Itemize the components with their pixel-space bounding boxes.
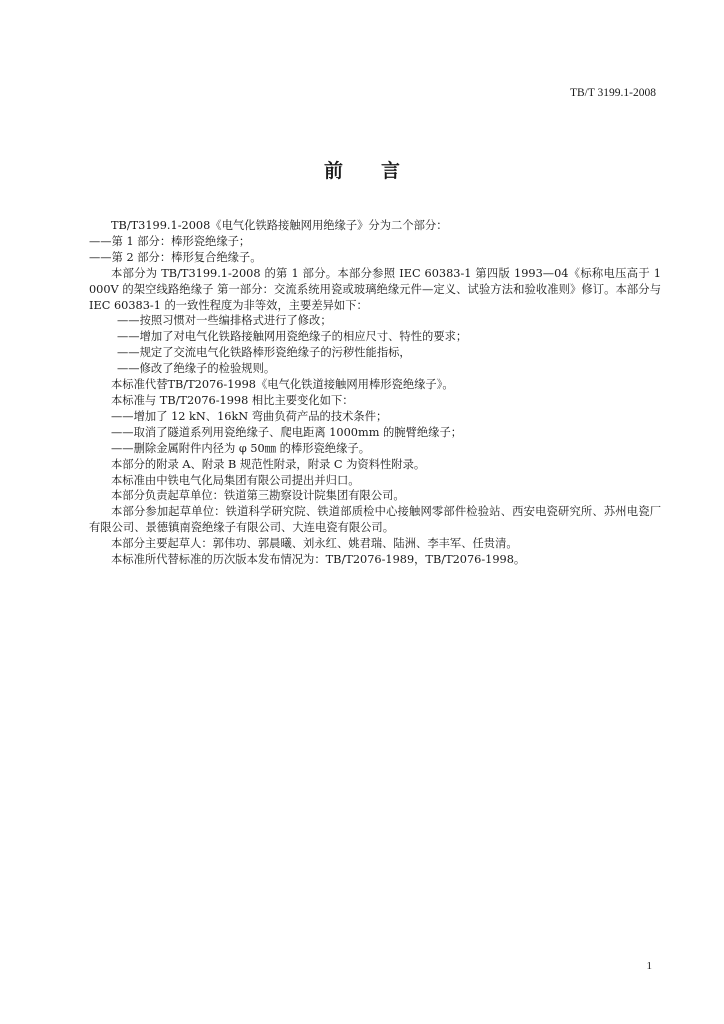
- page-title: 前言: [323, 160, 438, 182]
- paragraph: 本部分负责起草单位：铁道第三勘察设计院集团有限公司。: [111, 489, 405, 503]
- paragraph: 本部分参加起草单位：铁道科学研究院、铁道部质检中心接触网零部件检验站、西安电瓷研究所、苏州电瓷厂有限公司、景德镇南瓷绝缘子有限公司、大连电瓷有限公司。: [89, 505, 661, 535]
- paragraph: ——修改了绝缘子的检验规则。: [117, 362, 276, 376]
- paragraph: TB/T3199.1-2008《电气化铁路接触网用绝缘子》分为二个部分：: [111, 219, 448, 232]
- document-body: [89, 218, 661, 568]
- paragraph: 本标准由中铁电气化局集团有限公司提出并归口。: [111, 473, 360, 487]
- paragraph: ——第 1 部分：棒形瓷绝缘子；: [89, 234, 251, 248]
- paragraph: 本标准代替TB/T2076-1998《电气化铁道接触网用棒形瓷绝缘子》。: [111, 378, 454, 392]
- paragraph: 本标准所代替标准的历次版本发布情况为：TB/T2076-1989，TB/T2076-1998。: [111, 553, 526, 567]
- paragraph: 本部分为 TB/T3199.1-2008 的第 1 部分。本部分参照 IEC 60383-1 第四版 1993—04《标称电压高于 1 000V 的架空线路绝缘子 第一部分：交流系统用瓷或玻璃绝缘元件—定义、试验方法和验收准则》修订。本部分与 IEC 60383-1 的一致性程度为非等效，主要差异如下：: [89, 266, 661, 312]
- paragraph: ——取消了隧道系列用瓷绝缘子、爬电距离 1000mm 的腕臂绝缘子；: [111, 425, 463, 439]
- paragraph: ——增加了 12 kN、16kN 弯曲负荷产品的技术条件；: [111, 409, 388, 423]
- paragraph: 本部分主要起草人：郭伟功、郭晨曦、刘永红、姚君瑞、陆洲、李丰军、任贵清。: [111, 537, 518, 551]
- document-code: TB/T 3199.1-2008: [569, 87, 656, 99]
- paragraph: 本标准与 TB/T2076-1998 相比主要变化如下：: [111, 393, 354, 407]
- paragraph: ——规定了交流电气化铁路棒形瓷绝缘子的污秽性能指标，: [117, 346, 411, 360]
- paragraph: ——增加了对电气化铁路接触网用瓷绝缘子的相应尺寸、特性的要求；: [117, 330, 468, 344]
- paragraph: ——删除金属附件内径为 φ 50㎜ 的棒形瓷绝缘子。: [111, 441, 370, 455]
- paragraph: ——按照习惯对一些编排格式进行了修改；: [117, 314, 332, 328]
- paragraph: ——第 2 部分：棒形复合绝缘子。: [89, 250, 262, 264]
- page-number: 1: [646, 960, 652, 972]
- paragraph: 本部分的附录 A、附录 B 规范性附录，附录 C 为资料性附录。: [111, 457, 426, 471]
